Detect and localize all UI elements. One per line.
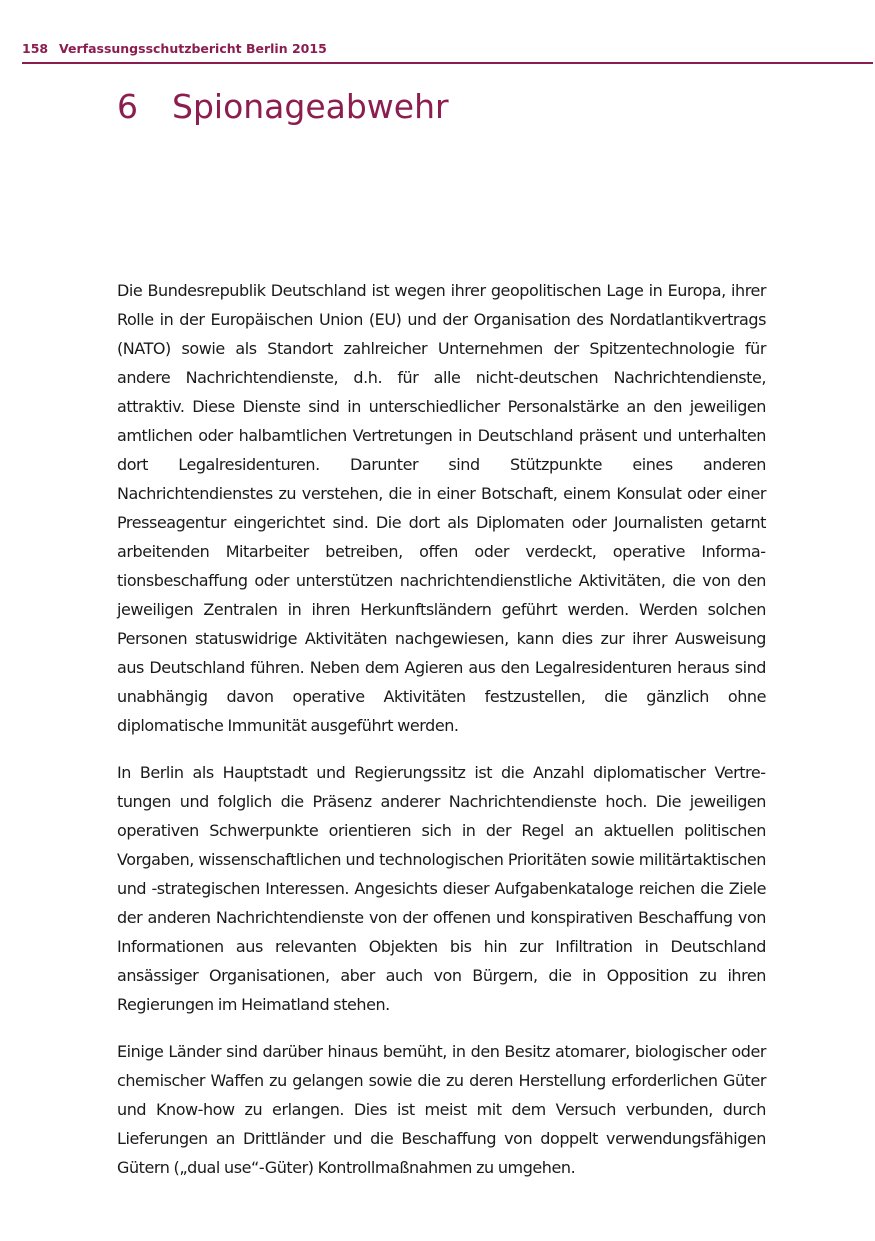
chapter-title: Spionageabwehr (172, 87, 449, 126)
paragraph-1: Die Bundesrepublik Deutschland ist wegen ihrer geopolitischen Lage in Europa, ihrer Rolle in der Europäischen Union (EU) und der Organisation des Nordatlantikvertrags (NATO) sowie als Standort zahlreicher Unternehmen der Spitzentechnologie für andere Nachrichtendienste, d.h. für alle nicht-deutschen Nachrichtendienste, attraktiv. Diese Dienste sind in unterschiedlicher Personalstärke an den jeweiligen amtlichen oder halbamtlichen Vertretungen in Deutschland präsent und unterhalten dort Legalresidenturen. Darunter sind Stützpunkte eines anderen Nachrichtendienstes zu verstehen, die in einer Botschaft, einem Konsulat oder einer Presseagentur eingerichtet sind. Die dort als Diplomaten oder Journalisten getarnt arbeitenden Mitarbeiter betreiben, offen oder verdeckt, operative Informationsbeschaffung oder unterstützen nachrichtendienstliche Aktivitäten, die von den jeweiligen Zentralen in ihren Herkunftsländern geführt werden. Werden solchen Personen statuswidrige Aktivitäten nachgewiesen, kann dies zur ihrer Ausweisung aus Deutschland führen. Neben dem Agieren aus den Legalresidenturen heraus sind unabhängig davon operative Aktivitäten festzustellen, die gänzlich ohne diplomatische Immunität ausgeführt werden. (117, 281, 766, 735)
paragraph-2: In Berlin als Hauptstadt und Regierungssitz ist die Anzahl diplomatischer Vertretungen und folglich die Präsenz anderer Nachrichtendienste hoch. Die jeweiligen operativen Schwerpunkte orientieren sich in der Regel an aktuellen politischen Vorgaben, wissenschaftlichen und technologischen Prioritäten sowie militärtaktischen und -strategischen Interessen. Angesichts dieser Aufgabenkataloge reichen die Ziele der anderen Nachrichtendienste von der offenen und konspirativen Beschaffung von Informationen aus relevanten Objekten bis hin zur Infiltration in Deutschland ansässiger Organisationen, aber auch von Bürgern, die in Opposition zu ihren Regierungen im Heimatland stehen. (117, 763, 766, 1014)
page-number: 158 (22, 41, 49, 56)
chapter-heading (117, 84, 449, 130)
paragraph-3: Einige Länder sind darüber hinaus bemüht, in den Besitz atomarer, biologischer oder chemischer Waffen zu gelangen sowie die zu deren Herstellung erforderlichen Güter und Know-how zu erlangen. Dies ist meist mit dem Versuch verbunden, durch Lieferungen an Drittländer und die Beschaffung von doppelt verwendungsfähigen Gütern („dual use“-Güter) Kontrollmaßnahmen zu umgehen. (117, 1042, 766, 1177)
running-title: Verfassungsschutzbericht Berlin 2015 (59, 41, 327, 56)
running-header (22, 40, 873, 64)
chapter-number: 6 (117, 87, 138, 126)
body-text (117, 276, 766, 1200)
